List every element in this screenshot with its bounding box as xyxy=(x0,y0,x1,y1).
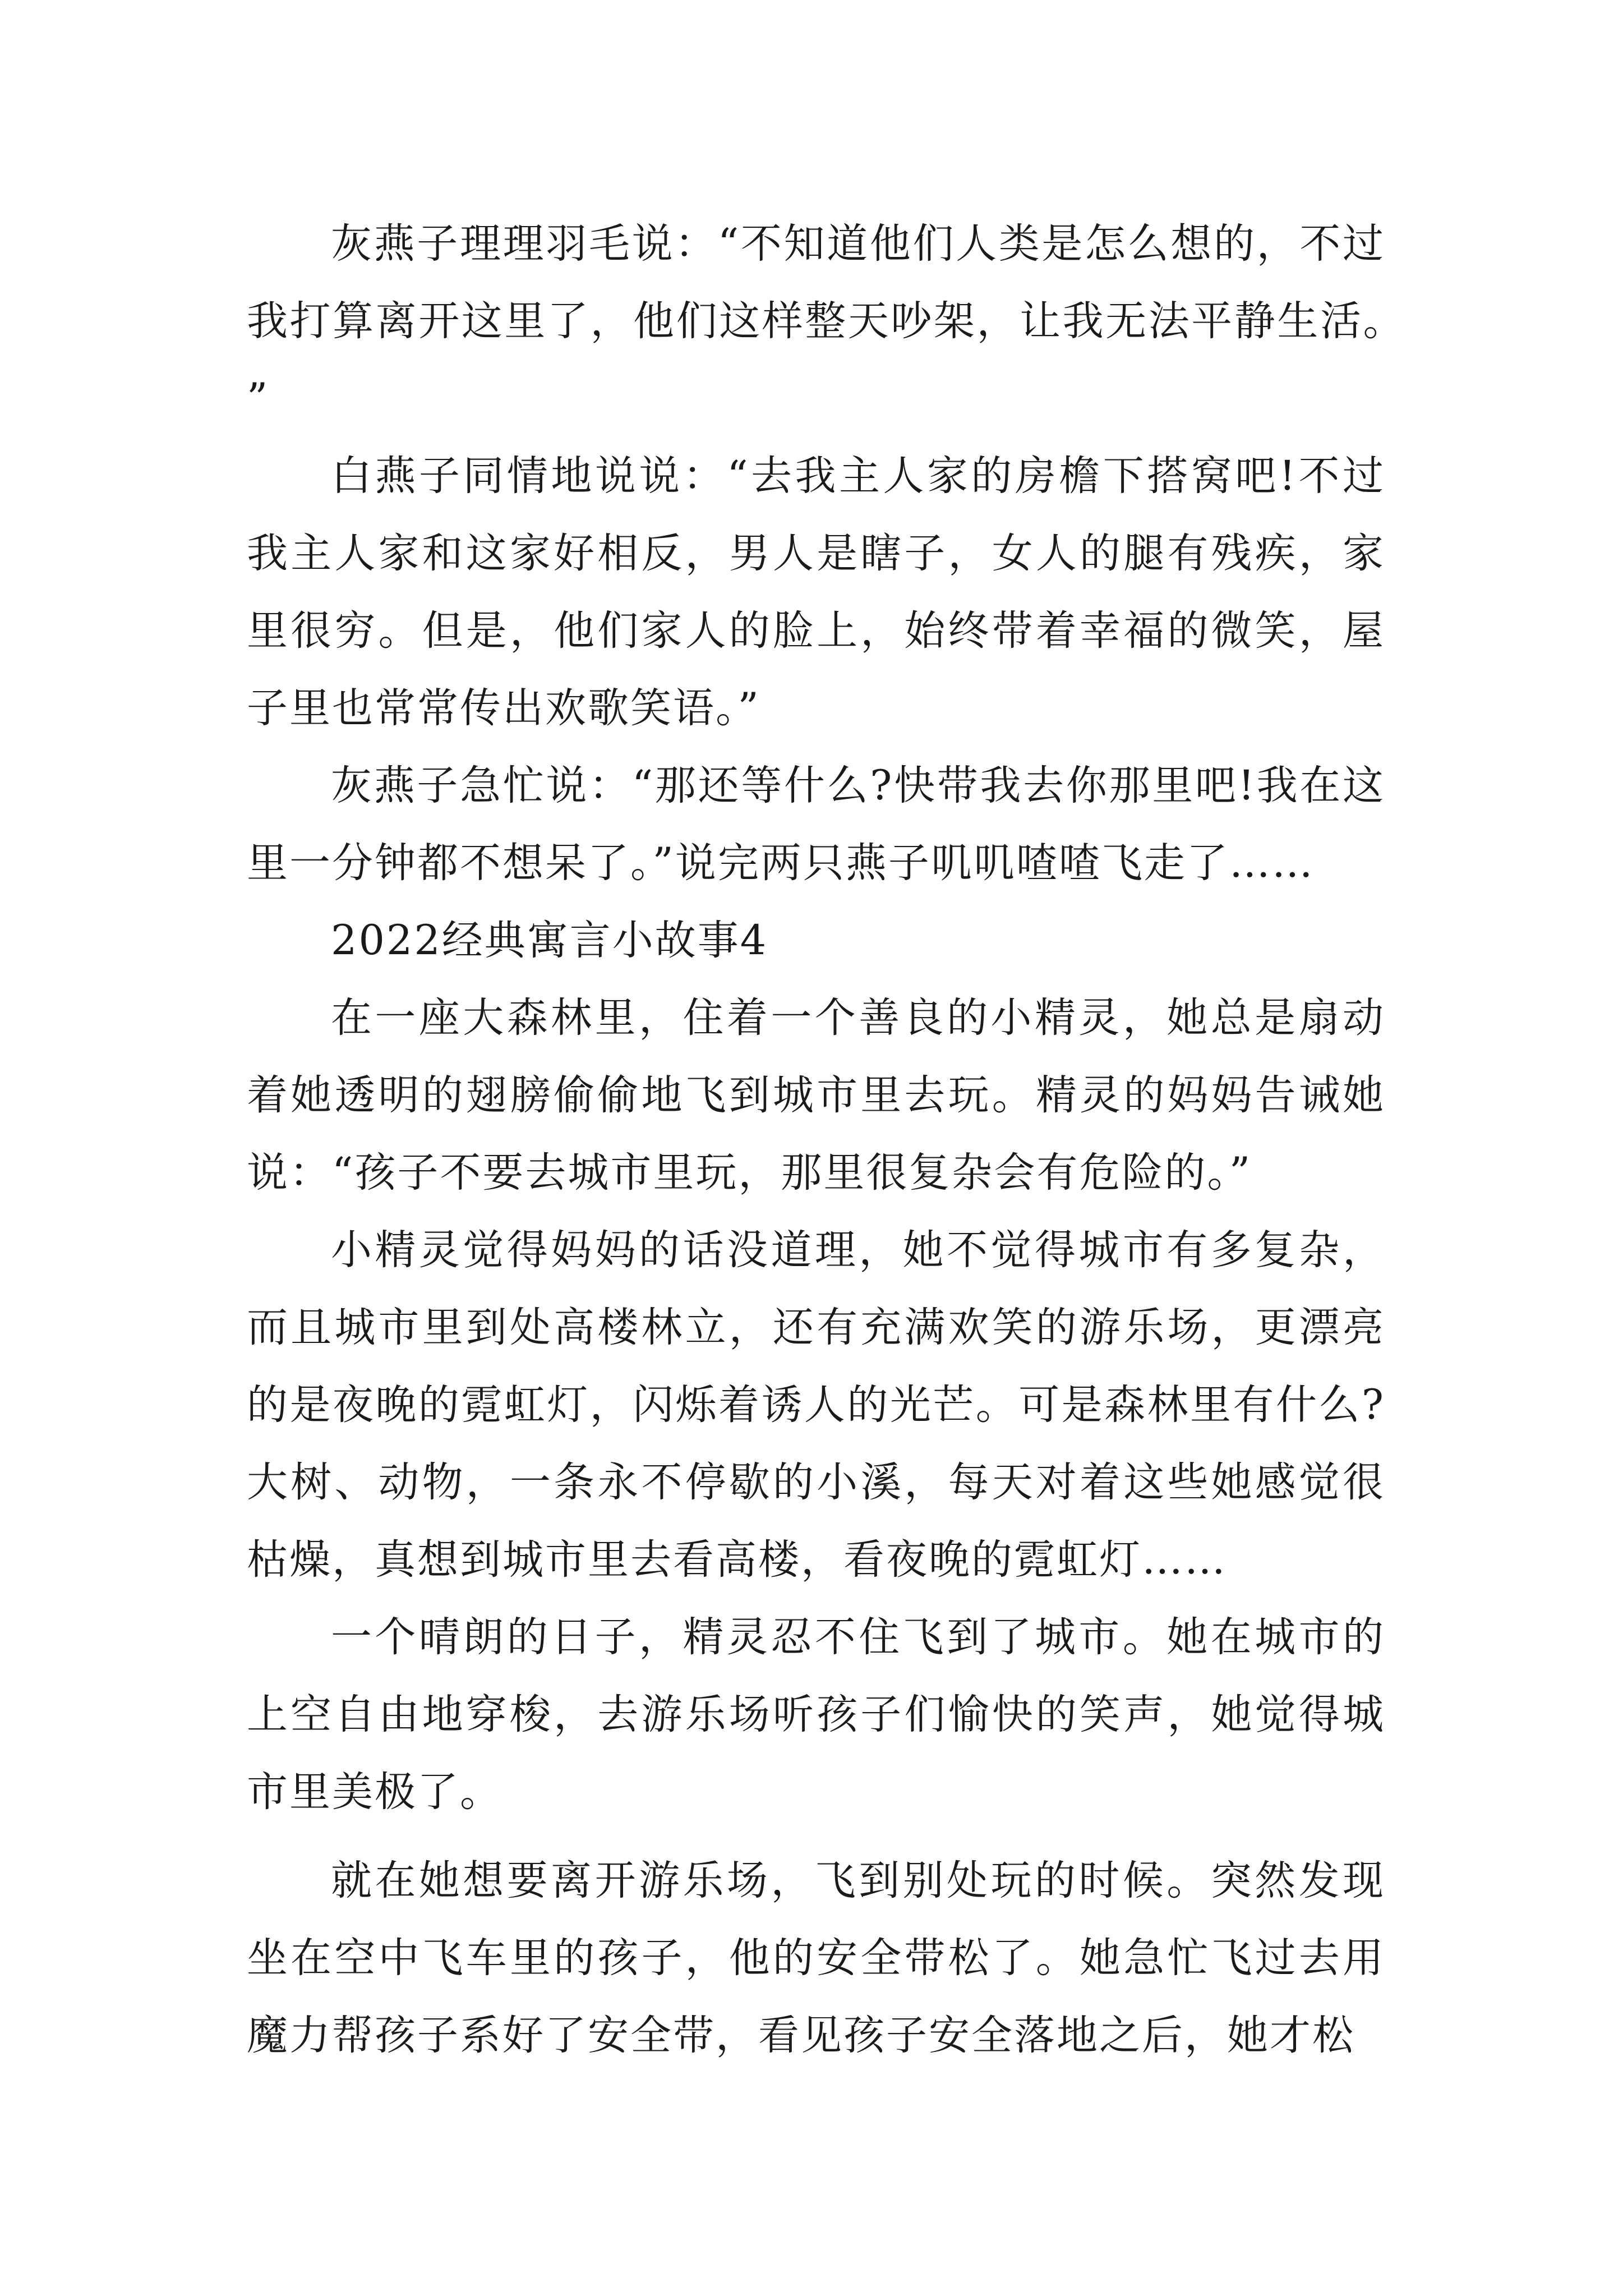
paragraph-gray-swallow-complaint: 灰燕子理理羽毛说：“不知道他们人类是怎么想的，不过我打算离开这里了，他们这样整天吵架，让我无法平静生活。” xyxy=(247,220,1385,422)
paragraph-elf-city-desire: 小精灵觉得妈妈的话没道理，她不觉得城市有多复杂，而且城市里到处高楼林立，还有充满欢笑的游乐场，更漂亮的是夜晚的霓虹灯，闪烁着诱人的光芒。可是森林里有什么?大树、动物，一条永不停歇的小溪，每天对着这些她感觉很枯燥，真想到城市里去看高楼，看夜晚的霓虹灯…… xyxy=(247,1226,1385,1584)
paragraph-gray-swallow-leaves: 灰燕子急忙说：“那还等什么?快带我去你那里吧!我在这里一分钟都不想呆了。”说完两只燕子叽叽喳喳飞走了…… xyxy=(247,762,1385,887)
paragraph-elf-flies-to-city: 一个晴朗的日子，精灵忍不住飞到了城市。她在城市的上空自由地穿梭，去游乐场听孩子们愉快的笑声，她觉得城市里美极了。 xyxy=(247,1613,1385,1816)
document-body xyxy=(247,205,1385,2074)
paragraph-little-elf-intro: 在一座大森林里，住着一个善良的小精灵，她总是扇动着她透明的翅膀偷偷地飞到城市里去玩。精灵的妈妈告诫她说：“孩子不要去城市里玩，那里很复杂会有危险的。” xyxy=(247,994,1385,1197)
paragraph-elf-saves-child: 就在她想要离开游乐场，飞到别处玩的时候。突然发现坐在空中飞车里的孩子，他的安全带松了。她急忙飞过去用魔力帮孩子系好了安全带，看见孩子安全落地之后，她才松 xyxy=(247,1857,1385,2059)
paragraph-white-swallow-reply: 白燕子同情地说说：“去我主人家的房檐下搭窝吧!不过我主人家和这家好相反，男人是瞎子，女人的腿有残疾，家里很穷。但是，他们家人的脸上，始终带着幸福的微笑，屋子里也常常传出欢歌笑语。” xyxy=(247,452,1385,732)
story-heading: 2022经典寓言小故事4 xyxy=(331,917,768,964)
